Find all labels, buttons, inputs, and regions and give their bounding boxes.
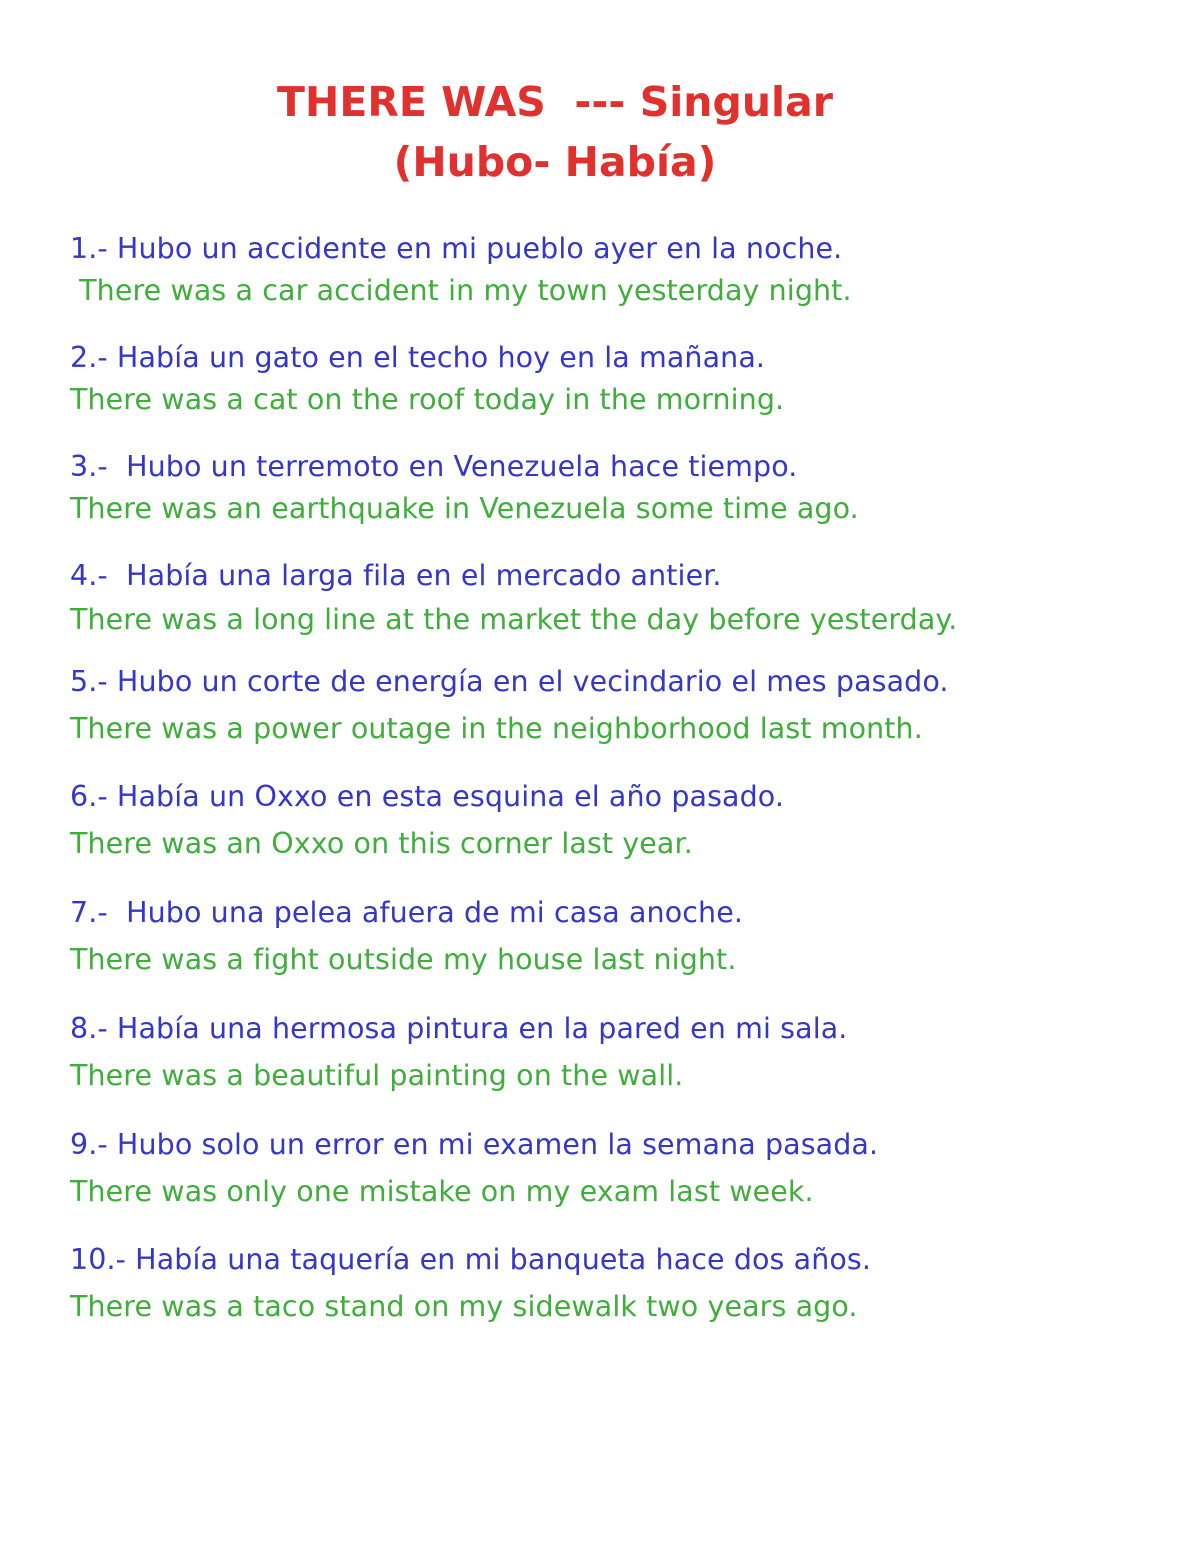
list-item — [70, 1008, 1170, 1097]
spanish-sentence: 5.- Hubo un corte de energía en el vecindario el mes pasado. — [70, 665, 949, 698]
list-item — [70, 776, 1170, 865]
list-item — [70, 1124, 1170, 1213]
spanish-sentence: 9.- Hubo solo un error en mi examen la semana pasada. — [70, 1128, 879, 1161]
list-item — [70, 337, 1170, 421]
spanish-sentence: 4.- Había una larga fila en el mercado antier. — [70, 559, 722, 592]
spanish-sentence: 3.- Hubo un terremoto en Venezuela hace tiempo. — [70, 450, 798, 483]
list-item — [70, 892, 1170, 981]
english-translation: There was an earthquake in Venezuela some time ago. — [70, 492, 859, 525]
list-item — [70, 555, 1170, 641]
spanish-sentence: 2.- Había un gato en el techo hoy en la mañana. — [70, 341, 766, 374]
spanish-sentence: 6.- Había un Oxxo en esta esquina el año pasado. — [70, 780, 785, 813]
spanish-sentence: 10.- Había una taquería en mi banqueta hace dos años. — [70, 1243, 872, 1276]
list-item — [70, 446, 1170, 530]
page-title: THERE WAS --- Singular — [277, 78, 833, 126]
spanish-sentence: 8.- Había una hermosa pintura en la pared en mi sala. — [70, 1012, 848, 1045]
list-item — [70, 228, 1170, 312]
english-translation: There was a car accident in my town yesterday night. — [70, 274, 852, 307]
spanish-sentence: 7.- Hubo una pelea afuera de mi casa anoche. — [70, 896, 743, 929]
list-item — [70, 1239, 1170, 1328]
page-subtitle: (Hubo- Había) — [393, 138, 717, 186]
english-translation: There was a power outage in the neighborhood last month. — [70, 712, 923, 745]
english-translation: There was a fight outside my house last night. — [70, 943, 737, 976]
english-translation: There was a cat on the roof today in the morning. — [70, 383, 785, 416]
english-translation: There was a taco stand on my sidewalk two years ago. — [70, 1290, 858, 1323]
english-translation: There was a long line at the market the day before yesterday. — [70, 603, 958, 636]
english-translation: There was only one mistake on my exam last week. — [70, 1175, 814, 1208]
list-item — [70, 661, 1170, 750]
spanish-sentence: 1.- Hubo un accidente en mi pueblo ayer en la noche. — [70, 232, 843, 265]
english-translation: There was an Oxxo on this corner last year. — [70, 827, 693, 860]
english-translation: There was a beautiful painting on the wall. — [70, 1059, 684, 1092]
